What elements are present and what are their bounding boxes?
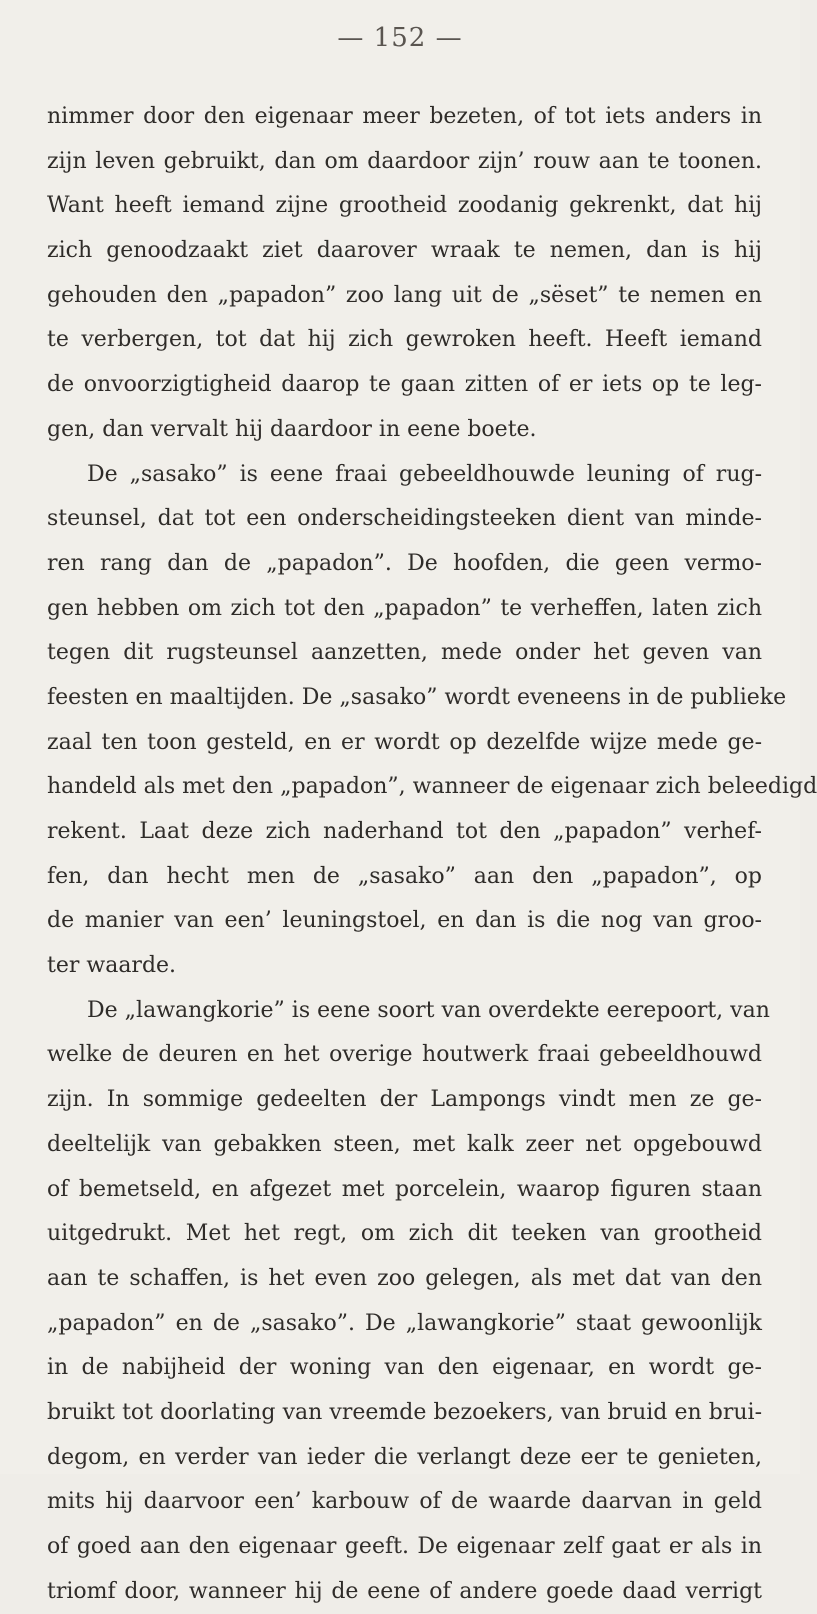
text-line: zijn leven gebruikt, dan om daardoor zijn’ rouw aan te toonen. bbox=[47, 148, 762, 174]
text-line: nimmer door den eigenaar meer bezeten, of tot iets anders in bbox=[47, 104, 762, 129]
text-line: zaal ten toon gesteld, en er wordt op dezelfde wijze mede ge- bbox=[47, 729, 762, 755]
text-line: zich genoodzaakt ziet daarover wraak te nemen, dan is hij bbox=[47, 238, 762, 264]
text-line: gehouden den „papadon” zoo lang uit de „sëset” te nemen en bbox=[47, 282, 762, 308]
text-line: fen, dan hecht men de „sasako” aan den „papadon”, op bbox=[47, 863, 762, 889]
text-line: tegen dit rugsteunsel aanzetten, mede onder het geven van bbox=[47, 640, 762, 666]
text-line: in de nabijheid der woning van den eigenaar, en wordt ge- bbox=[47, 1355, 762, 1381]
text-line: de manier van een’ leuningstoel, en dan is die nog van groo- bbox=[47, 908, 762, 934]
text-line: de onvoorzigtigheid daarop te gaan zitten of er iets op te leg- bbox=[47, 372, 762, 398]
text-line: zijn. In sommige gedeelten der Lampongs vindt men ze ge- bbox=[47, 1087, 762, 1113]
text-line: degom, en verder van ieder die verlangt deze eer te genieten, bbox=[47, 1444, 762, 1470]
text-line: of bemetseld, en afgezet met porcelein, waarop figuren staan bbox=[47, 1176, 762, 1202]
paragraph-start-line: De „lawangkorie” is eene soort van overdekte eerepoort, van bbox=[87, 997, 770, 1023]
text-line: bruikt tot doorlating van vreemde bezoekers, van bruid en brui- bbox=[47, 1399, 762, 1425]
text-line: uitgedrukt. Met het regt, om zich dit teeken van grootheid bbox=[47, 1221, 762, 1247]
text-line: handeld als met den „papadon”, wanneer de eigenaar zich beleedigd bbox=[47, 774, 817, 800]
text-line: deeltelijk van gebakken steen, met kalk zeer net opgebouwd bbox=[47, 1131, 762, 1157]
text-line: steunsel, dat tot een onderscheidingsteeken dient van minde- bbox=[47, 506, 762, 532]
text-line: „papadon” en de „sasako”. De „lawangkorie” staat gewoonlijk bbox=[47, 1310, 762, 1336]
paragraph-end-line: ter waarde. bbox=[47, 953, 177, 979]
body-text bbox=[47, 95, 817, 1614]
text-line: gen hebben om zich tot den „papadon” te verheffen, laten zich bbox=[47, 595, 762, 621]
text-line: mits hij daarvoor een’ karbouw of de waarde daarvan in geld bbox=[47, 1489, 762, 1515]
text-line: aan te schaffen, is het even zoo gelegen, als met dat van den bbox=[47, 1265, 762, 1291]
text-line: of goed aan den eigenaar geeft. De eigenaar zelf gaat er als in bbox=[47, 1534, 762, 1559]
text-line: triomf door, wanneer hij de eene of andere goede daad verrigt bbox=[47, 1578, 762, 1604]
text-line: te verbergen, tot dat hij zich gewroken heeft. Heeft iemand bbox=[47, 327, 762, 353]
paragraph-start-line: De „sasako” is eene fraai gebeeldhouwde leuning of rug- bbox=[87, 461, 762, 487]
text-line: welke de deuren en het overige houtwerk fraai gebeeldhouwd bbox=[47, 1042, 762, 1068]
text-line: feesten en maaltijden. De „sasako” wordt eveneens in de publieke bbox=[47, 684, 787, 710]
text-line: rekent. Laat deze zich naderhand tot den „papadon” verhef- bbox=[47, 819, 762, 844]
text-line: ren rang dan de „papadon”. De hoofden, die geen vermo- bbox=[47, 550, 762, 576]
page-number: — 152 — bbox=[337, 23, 463, 53]
text-line: Want heeft iemand zijne grootheid zoodanig gekrenkt, dat hij bbox=[47, 193, 762, 219]
paragraph-end-line: gen, dan vervalt hij daardoor in eene boete. bbox=[47, 416, 537, 442]
